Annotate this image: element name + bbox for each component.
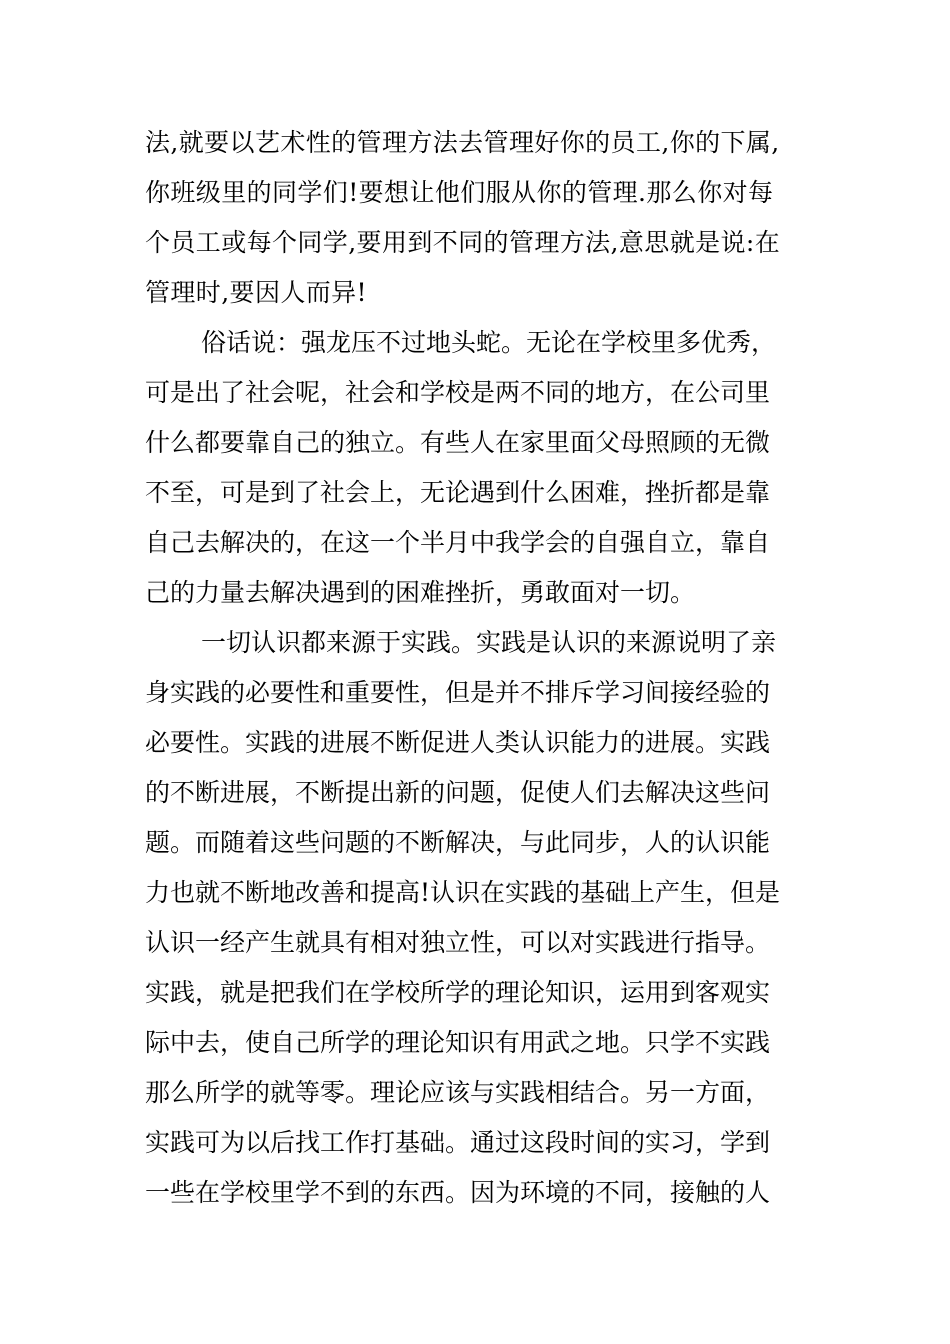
paragraph-line: 一些在学校里学不到的东西。因为环境的不同，接触的人 — [145, 1178, 771, 1207]
paragraph-line: 你班级里的同学们!要想让他们服从你的管理.那么你对每 — [145, 178, 774, 207]
document-body — [145, 118, 807, 1218]
paragraph-line: 题。而随着这些问题的不断解决，与此同步，人的认识能 — [145, 828, 771, 857]
paragraph-line: 实践可为以后找工作打基础。通过这段时间的实习，学到 — [145, 1128, 771, 1157]
paragraph-line: 不至，可是到了社会上，无论遇到什么困难，挫折都是靠 — [145, 478, 771, 507]
paragraph-line: 个员工或每个同学,要用到不同的管理方法,意思就是说:在 — [145, 228, 781, 257]
paragraph-line: 俗话说：强龙压不过地头蛇。无论在学校里多优秀， — [201, 328, 777, 357]
paragraph-line: 际中去，使自己所学的理论知识有用武之地。只学不实践 — [145, 1028, 771, 1057]
paragraph-line: 认识一经产生就具有相对独立性，可以对实践进行指导。 — [145, 928, 771, 957]
paragraph-line: 自己去解决的，在这一个半月中我学会的自强自立，靠自 — [145, 528, 771, 557]
paragraph-line: 管理时,要因人而异! — [145, 278, 367, 307]
paragraph-line: 必要性。实践的进展不断促进人类认识能力的进展。实践 — [145, 728, 771, 757]
paragraph-1 — [145, 118, 807, 318]
paragraph-2 — [145, 318, 807, 618]
paragraph-line: 的不断进展，不断提出新的问题，促使人们去解决这些问 — [145, 778, 771, 807]
paragraph-3 — [145, 618, 807, 1218]
paragraph-line: 法,就要以艺术性的管理方法去管理好你的员工,你的下属, — [145, 128, 780, 157]
paragraph-line: 那么所学的就等零。理论应该与实践相结合。另一方面， — [145, 1078, 771, 1107]
paragraph-line: 实践，就是把我们在学校所学的理论知识，运用到客观实 — [145, 978, 771, 1007]
paragraph-line: 力也就不断地改善和提高!认识在实践的基础上产生，但是 — [145, 878, 781, 907]
paragraph-line: 身实践的必要性和重要性，但是并不排斥学习间接经验的 — [145, 678, 771, 707]
paragraph-line: 一切认识都来源于实践。实践是认识的来源说明了亲 — [201, 628, 777, 657]
paragraph-line: 什么都要靠自己的独立。有些人在家里面父母照顾的无微 — [145, 428, 771, 457]
paragraph-line: 可是出了社会呢，社会和学校是两不同的地方，在公司里 — [145, 378, 771, 407]
paragraph-line: 己的力量去解决遇到的困难挫折，勇敢面对一切。 — [145, 578, 696, 607]
